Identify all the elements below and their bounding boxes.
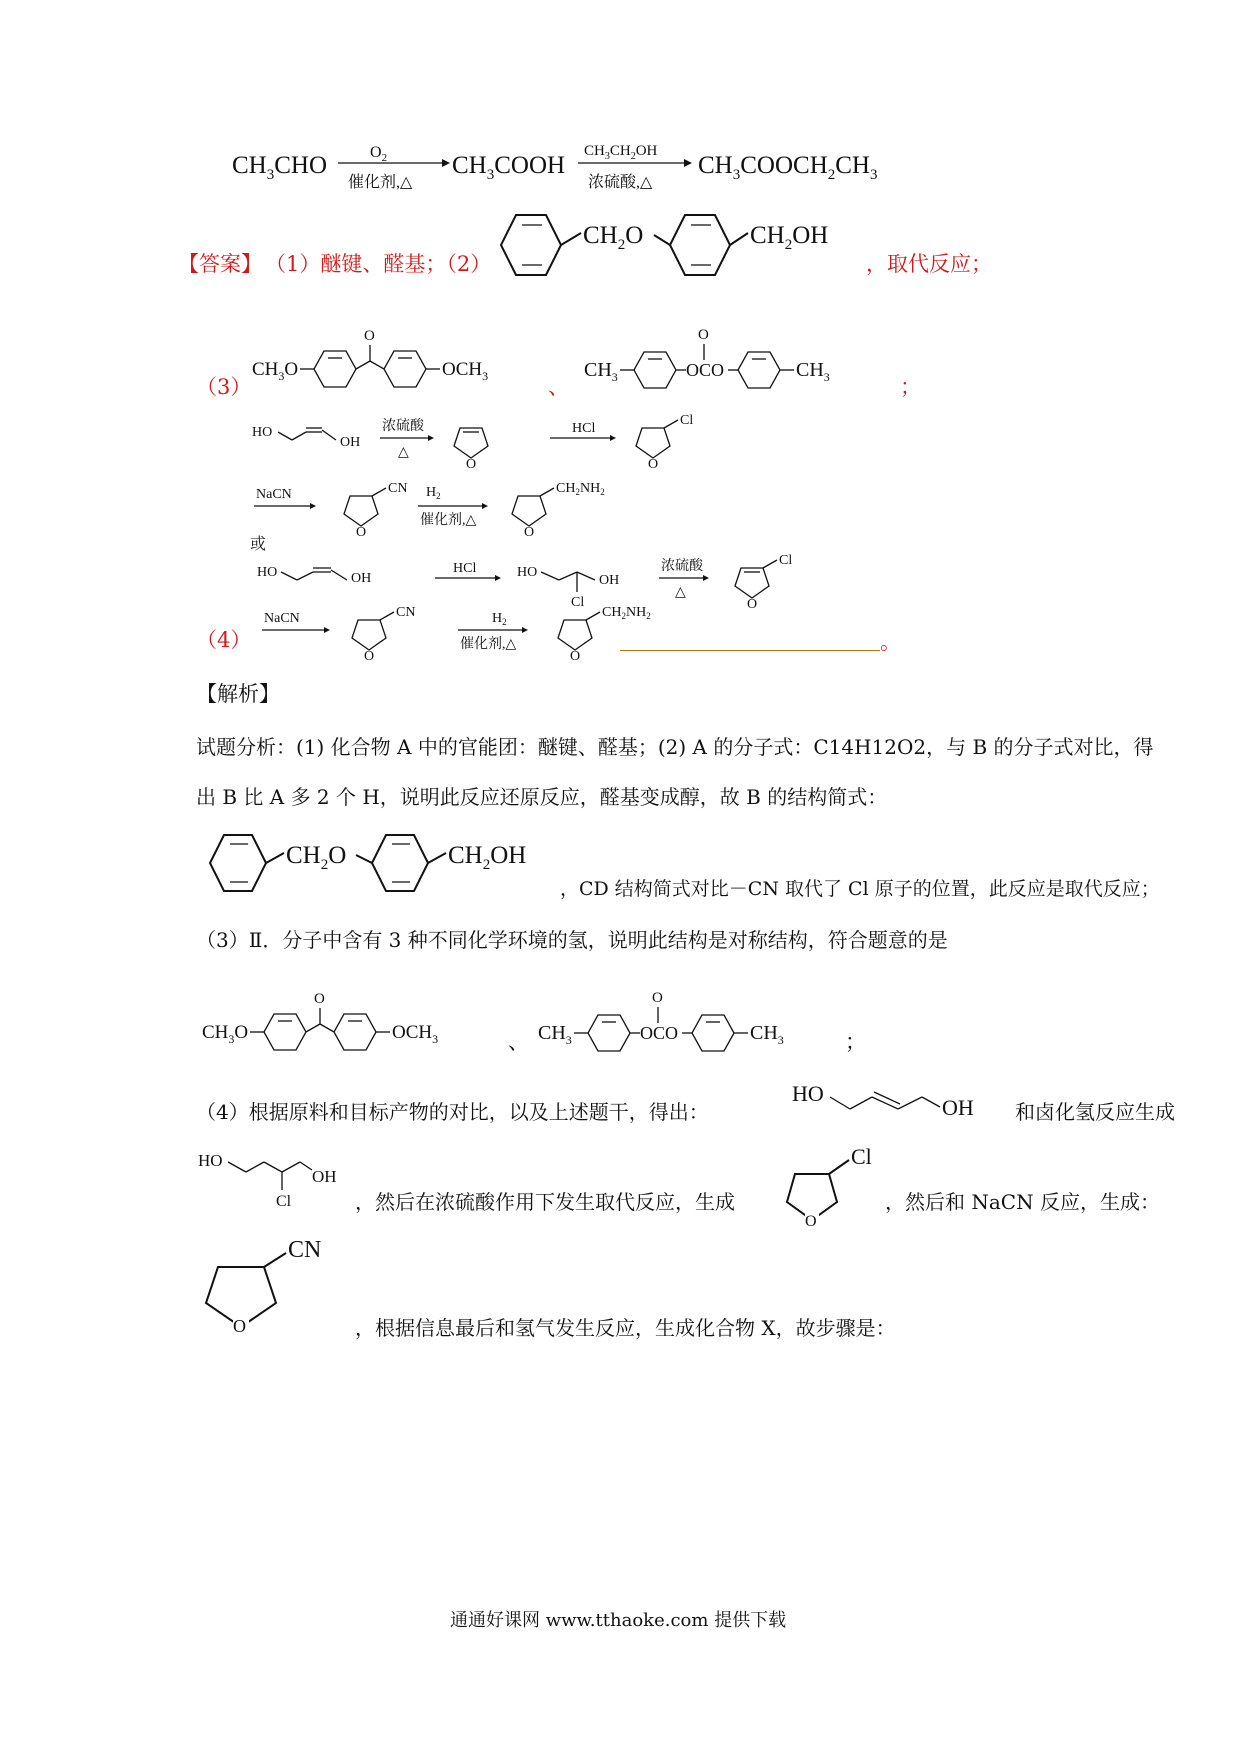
svg-text:H2: $H_2$ — [492, 611, 507, 627]
svg-text:HO: HO — [198, 1151, 223, 1170]
svg-text:HO: HO — [517, 565, 538, 580]
svg-text:OCH3: $OCH_3$ — [392, 1022, 439, 1046]
svg-text:O: O — [570, 649, 581, 662]
svg-text:浓硫酸: 浓硫酸 — [661, 559, 703, 574]
analysis-line3: ，CD 结构简式对比－CN 取代了 Cl 原子的位置，此反应是取代反应； — [560, 878, 1160, 900]
answer-part2-suffix: ，取代反应； — [866, 252, 992, 276]
svg-text:O: O — [364, 328, 375, 344]
svg-text:NaCN: NaCN — [264, 611, 300, 626]
structure-cyanothf — [196, 1225, 356, 1335]
svg-text:OCO: OCO — [686, 360, 725, 380]
svg-text:CN: CN — [288, 1237, 322, 1263]
svg-text:NaCN: NaCN — [256, 487, 292, 502]
svg-text:OH: OH — [312, 1167, 337, 1186]
answer-part4-end: 。 — [880, 630, 901, 654]
svg-text:催化剂,△: 催化剂,△ — [420, 513, 477, 528]
svg-text:OCH3: $OCH_3$ — [442, 359, 489, 383]
svg-text:CH2NH2: $CH_2NH_2$ — [602, 605, 651, 621]
svg-text:O: O — [466, 457, 477, 470]
analysis-sep: 、 — [508, 1030, 529, 1054]
svg-text:O: O — [314, 991, 325, 1007]
analysis-line7-end: ，然后和 NaCN 反应，生成： — [885, 1190, 1160, 1214]
structure-carbonate-analysis — [536, 985, 856, 1060]
arrow1-top: $O_2$ — [370, 144, 388, 164]
svg-text:CH3O: $CH_3O$ — [252, 359, 299, 383]
answer-underline — [620, 650, 880, 651]
scheme-route-2-row1 — [255, 550, 875, 610]
svg-text:O: O — [805, 1213, 817, 1230]
structure-b-answer — [486, 205, 866, 295]
svg-text:催化剂,△: 催化剂,△ — [460, 637, 517, 652]
svg-text:CN: CN — [396, 605, 416, 620]
reaction-top — [230, 135, 930, 195]
svg-text:△: △ — [398, 445, 409, 460]
svg-text:O: O — [648, 457, 659, 470]
svg-text:OH: OH — [351, 571, 372, 586]
svg-text:O: O — [524, 525, 535, 538]
arrow2-bottom: 浓硫酸,△ — [588, 174, 653, 191]
analysis-line7-mid: ，然后在浓硫酸作用下发生取代反应，生成 — [355, 1190, 735, 1214]
svg-text:HCl: HCl — [572, 421, 596, 436]
svg-text:△: △ — [675, 585, 686, 600]
svg-text:O: O — [698, 327, 709, 343]
answer-part3-label: （3） — [196, 375, 252, 399]
svg-text:OH: OH — [340, 435, 361, 450]
structure-ketone-answer — [248, 325, 558, 400]
arrow2-top: $CH_3CH_2OH$ — [584, 143, 658, 162]
arrow1-bottom: 催化剂,△ — [348, 174, 413, 191]
svg-text:Cl: Cl — [276, 1193, 292, 1210]
svg-text:O: O — [652, 990, 663, 1006]
svg-text:CN: CN — [388, 481, 408, 496]
svg-text:OH: OH — [942, 1095, 974, 1120]
scheme-or: 或 — [250, 534, 267, 553]
svg-text:CH2OH: $CH_2OH$ — [448, 842, 527, 873]
svg-text:CH2O: $CH_2O$ — [583, 222, 644, 253]
scheme-route-2-row2 — [258, 602, 758, 662]
structure-butenediol — [790, 1075, 1015, 1125]
footer-text: 通通好课网 www.tthaoke.com 提供下载 — [450, 1610, 787, 1631]
svg-text:HO: HO — [257, 565, 278, 580]
answer-part4-label: （4） — [196, 628, 252, 652]
analysis-line6-end: 和卤化氢反应生成 — [1015, 1100, 1175, 1124]
svg-text:OH: OH — [599, 573, 620, 588]
analysis-line5-end: ； — [845, 1030, 866, 1054]
svg-text:O: O — [356, 525, 367, 538]
product-ethyl-acetate: $CH_3COOCH_2CH_3$ — [698, 152, 878, 183]
svg-text:Cl: Cl — [779, 553, 793, 568]
svg-text:CH2OH: $CH_2OH$ — [750, 222, 829, 253]
svg-text:HO: HO — [792, 1081, 824, 1106]
scheme-route-1-row1 — [250, 410, 810, 470]
answer-label: 【答案】 — [178, 252, 262, 276]
svg-text:HO: HO — [252, 425, 273, 440]
svg-text:CH3O: $CH_3O$ — [202, 1022, 249, 1046]
svg-text:Cl: Cl — [680, 413, 694, 428]
analysis-line1: 试题分析：(1) 化合物 A 中的官能团：醚键、醛基；(2) A 的分子式：C14H12O2，与 B 的分子式对比，得 — [196, 735, 1154, 759]
mid-acetic-acid: $CH_3COOH$ — [452, 152, 566, 183]
svg-text:Cl: Cl — [571, 595, 585, 610]
svg-text:H2: $H_2$ — [426, 485, 441, 501]
svg-text:浓硫酸: 浓硫酸 — [382, 419, 424, 434]
analysis-heading: 【解析】 — [196, 682, 280, 706]
analysis-line2: 出 B 比 A 多 2 个 H，说明此反应还原反应，醛基变成醇，故 B 的结构简式： — [196, 785, 888, 809]
analysis-line4: （3）Ⅱ．分子中含有 3 种不同化学环境的氢，说明此结构是对称结构，符合题意的是 — [196, 928, 948, 952]
svg-text:O: O — [233, 1316, 246, 1335]
svg-text:CH3: $CH_3$ — [538, 1022, 572, 1047]
analysis-line6-start: （4）根据原料和目标产物的对比，以及上述题干，得出： — [196, 1100, 709, 1124]
svg-text:CH3: $CH_3$ — [796, 359, 830, 384]
answer-part3-sep: 、 — [548, 375, 569, 399]
answer-part3-end: ； — [900, 375, 921, 399]
svg-text:CH3: $CH_3$ — [584, 359, 618, 384]
svg-text:O: O — [364, 649, 375, 662]
svg-text:Cl: Cl — [851, 1144, 872, 1169]
analysis-line8: ，根据信息最后和氢气发生反应，生成化合物 X，故步骤是： — [355, 1316, 896, 1340]
svg-text:CH2NH2: $CH_2NH_2$ — [556, 481, 605, 497]
structure-carbonate-answer — [580, 320, 910, 400]
structure-b-analysis — [196, 825, 566, 905]
scheme-route-1-row2 — [250, 478, 750, 538]
answer-part1: （1）醚键、醛基；（2） — [265, 252, 492, 276]
reactant-acetaldehyde: $CH_3CHO$ — [232, 152, 328, 183]
svg-text:OCO: OCO — [640, 1023, 679, 1043]
structure-chlorothf — [765, 1140, 895, 1230]
svg-text:HCl: HCl — [453, 561, 477, 576]
structure-ketone-analysis — [200, 990, 520, 1060]
svg-text:O: O — [747, 597, 758, 610]
svg-text:CH3: $CH_3$ — [750, 1022, 784, 1047]
svg-text:CH2O: $CH_2O$ — [286, 842, 347, 873]
structure-chlorobutanediol — [196, 1140, 356, 1220]
